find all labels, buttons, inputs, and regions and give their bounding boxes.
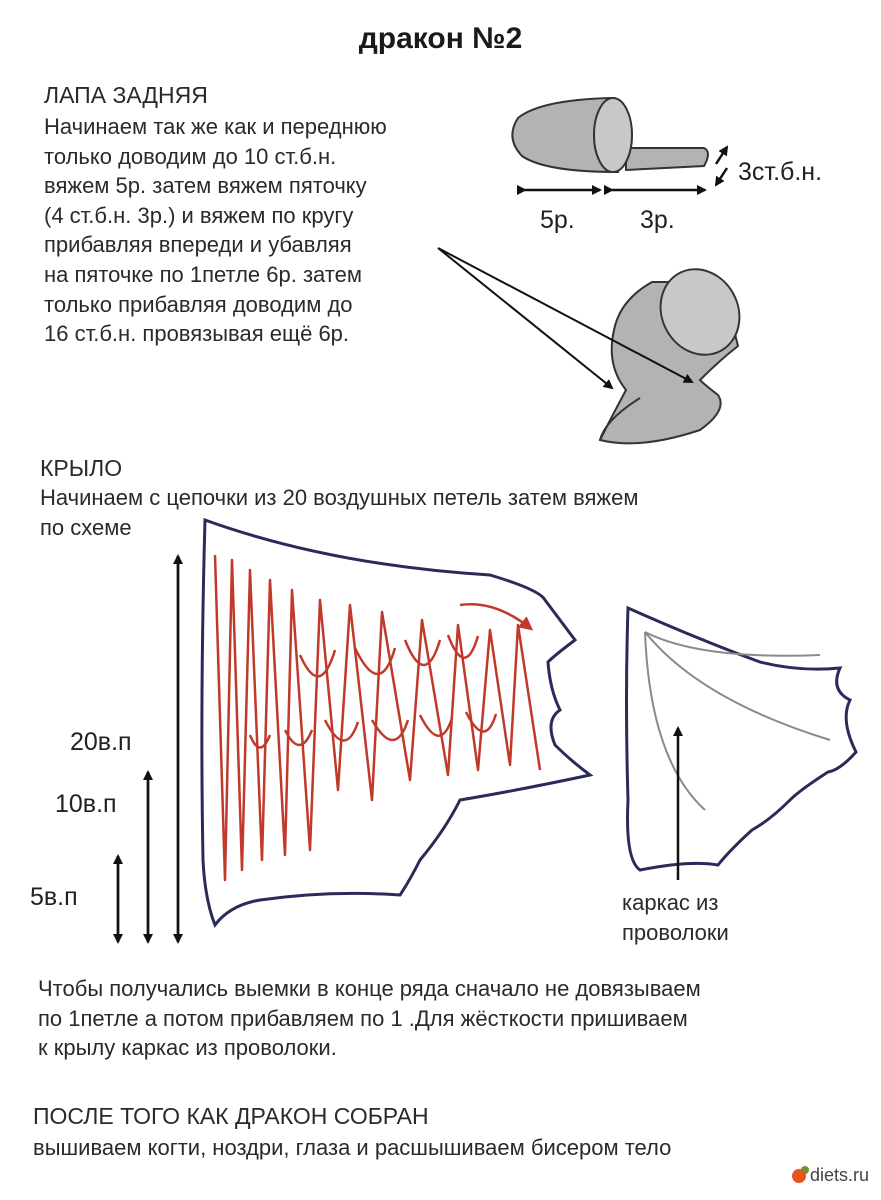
leg-line: только доводим до 10 ст.б.н. [44, 143, 337, 169]
leg-rows-5-label: 5р. [540, 206, 575, 234]
wing-intro-line: по схеме [40, 514, 132, 540]
leg-line: 16 ст.б.н. провязывая ещё 6р. [44, 321, 350, 347]
frame-label [622, 888, 729, 947]
leg-shape-bent [600, 255, 754, 443]
frame-label-line: проволоки [622, 919, 729, 945]
leg-line: только прибавляя доводим до [44, 291, 353, 317]
apple-icon [792, 1169, 806, 1183]
leg-line: (4 ст.б.н. 3р.) и вяжем по кругу [44, 202, 354, 228]
wing-heading: КРЫЛО [40, 455, 123, 481]
leg-rows-3-label: 3р. [640, 206, 675, 234]
page-title: дракон №2 [358, 22, 523, 55]
leg-line: Начинаем так же как и переднюю [44, 114, 387, 139]
leg-height-label: 3ст.б.н. [738, 158, 823, 186]
chain-5-label: 5в.п [30, 883, 78, 911]
leg-shape-top [512, 98, 708, 172]
leg-line: на пяточке по 1петле 6р. затем [44, 261, 363, 287]
watermark [792, 1165, 869, 1186]
wing-intro [40, 483, 639, 542]
chain-10-label: 10в.п [55, 790, 117, 818]
wing-note-line: к крылу каркас из проволоки. [38, 1035, 337, 1061]
final-heading: ПОСЛЕ ТОГО КАК ДРАКОН СОБРАН [33, 1103, 429, 1129]
wing-note-line: Чтобы получались выемки в конце ряда сначало не довязываем [38, 976, 701, 1001]
wing-intro-line: Начинаем с цепочки из 20 воздушных петель затем вяжем [40, 485, 639, 510]
wing-frame [627, 608, 857, 880]
leg-line: прибавляя впереди и убавляя [44, 232, 352, 258]
watermark-text: diets.ru [809, 1165, 869, 1185]
wing-schematic [202, 520, 590, 925]
leg-line: вяжем 5р. затем вяжем пяточку [44, 173, 367, 199]
frame-label-line: каркас из [622, 890, 719, 915]
chain-20-label: 20в.п [70, 728, 132, 756]
leg-heading: ЛАПА ЗАДНЯЯ [44, 82, 208, 108]
wing-note-line: по 1петле а потом прибавляем по 1 .Для жёсткости пришиваем [38, 1005, 688, 1031]
final-line: вышиваем когти, ноздри, глаза и расшышиваем бисером тело [33, 1135, 672, 1160]
wing-note [38, 974, 701, 1063]
